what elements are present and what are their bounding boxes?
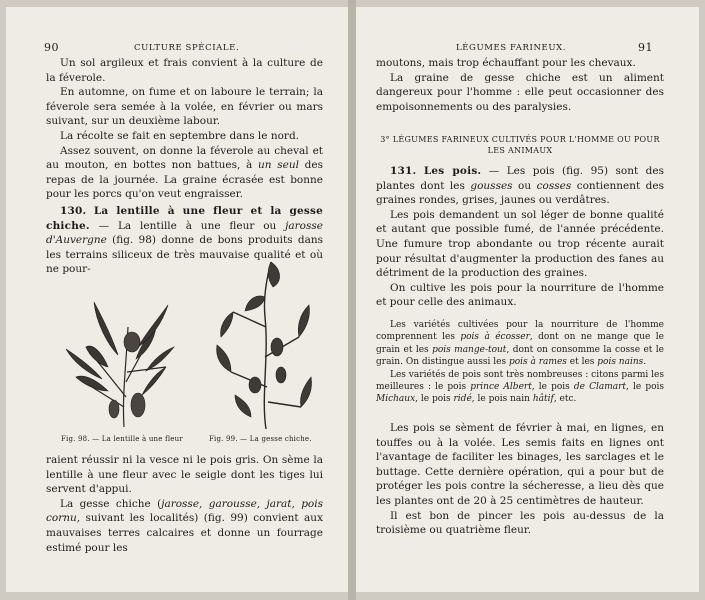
left-page bbox=[6, 7, 348, 592]
right-page bbox=[356, 7, 699, 592]
book-gutter bbox=[348, 0, 356, 600]
paragraph: Les pois se sèment de février à mai, en lignes, en touffes ou à la volée. Les semis faits en lignes ont l'avantage de faciliter les binages, les sarclages et le buttage. Cette dernière opération, qui a pour but de protéger les pois contre la sécheresse, a lieu dès que les plantes ont de 20 à 25 centimètres de hauteur. bbox=[376, 422, 664, 507]
section-131-number: 131. bbox=[390, 165, 417, 177]
paragraph: La gesse chiche (jarosse, garousse, jarat, pois cornu, suivant les localités) (fig. 99) convient aux mauvaises terres calcaires et donne un fourrage estimé pour les bbox=[46, 497, 323, 554]
section-heading: 3° LÉGUMES FARINEUX CULTIVÉS POUR L'HOMME OU POUR LES ANIMAUX bbox=[380, 135, 660, 155]
paragraph: On cultive les pois pour la nourriture de l'homme et pour celle des animaux. bbox=[376, 281, 664, 309]
paragraph: Il est bon de pincer les pois au-dessus de la troisième ou quatrième fleur. bbox=[376, 509, 664, 537]
small-paragraph: Les variétés de pois sont très nombreuses : citons parmi les meilleures : le pois prince Albert, le pois de Clamart, le pois Michaux, le pois ridé, le pois nain hâtif, etc. bbox=[376, 369, 665, 405]
paragraph: En automne, on fume et on laboure le terrain; la féverole sera semée à la volée, en février ou mars suivant, sur un deuxième labour. bbox=[46, 86, 323, 128]
section-130-title: La lentille à une fleur et la gesse chiche. bbox=[46, 205, 323, 232]
fig-99-caption: Fig. 99. — La gesse chiche. bbox=[209, 435, 312, 443]
section-130-number: 130. bbox=[60, 205, 87, 217]
left-body-top bbox=[46, 56, 323, 202]
left-body-bottom bbox=[46, 453, 323, 555]
small-print-block bbox=[376, 319, 664, 406]
paragraph: La graine de gesse chiche est un aliment dangereux pour l'homme : elle peut occasionner des empoisonnements ou des paralysies. bbox=[376, 71, 664, 113]
section-131-paragraph: 131. Les pois. — Les pois (fig. 95) sont des plantes dont les gousses ou cosses contiennent des graines rondes, grises, jaunes ou verdâtres. bbox=[376, 165, 664, 207]
lentil-plant-illustration bbox=[56, 287, 186, 432]
paragraph: Assez souvent, on donne la féverole au cheval et au mouton, en bottes non battues, à un seul des repas de la journée. La graine écrasée est bonne pour les porcs qu'on veut engraisser. bbox=[46, 144, 323, 201]
section-130-paragraph: 130. La lentille à une fleur et la gesse chiche. — La lentille à une fleur ou jarosse d'Auvergne (fig. 98) donne de bons produits dans les terrains siliceux de très mauvaise qualité et où ne pour- bbox=[46, 205, 323, 276]
small-paragraph: Les variétés cultivées pour la nourriture de l'homme comprennent les pois à écosser, dont on ne mange que le grain et les pois mange-tout, dont on consomme la cosse et le grain. On distingue aussi les pois à rames et les pois nains. bbox=[376, 320, 665, 368]
right-running-head: LÉGUMES FARINEUX. bbox=[456, 43, 567, 53]
left-running-head: CULTURE SPÉCIALE. bbox=[134, 43, 240, 53]
paragraph: raient réussir ni la vesce ni le pois gris. On sème la lentille à une fleur avec le seigle dont les tiges lui servent d'appui. bbox=[46, 454, 323, 496]
fig-98-caption: Fig. 98. — La lentille à une fleur bbox=[61, 435, 183, 443]
gesse-chiche-illustration bbox=[211, 257, 316, 432]
right-page-number: 91 bbox=[638, 41, 653, 54]
paragraph: La récolte se fait en septembre dans le nord. bbox=[60, 129, 299, 142]
paragraph: Les pois demandent un sol léger de bonne qualité et autant que possible fumé, de l'année précédente. Une fumure trop abondante ou trop récente aurait pour résultat d'augmenter la production des fanes au détriment de la production des graines. bbox=[376, 208, 664, 280]
right-body-top bbox=[376, 56, 664, 114]
paragraph: Un sol argileux et frais convient à la culture de la féverole. bbox=[46, 57, 323, 84]
left-page-number: 90 bbox=[44, 41, 59, 54]
paragraph: moutons, mais trop échauffant pour les chevaux. bbox=[376, 57, 636, 69]
section-131 bbox=[376, 164, 664, 310]
section-131-title: Les pois. bbox=[423, 165, 482, 177]
right-body-bottom bbox=[376, 421, 664, 538]
